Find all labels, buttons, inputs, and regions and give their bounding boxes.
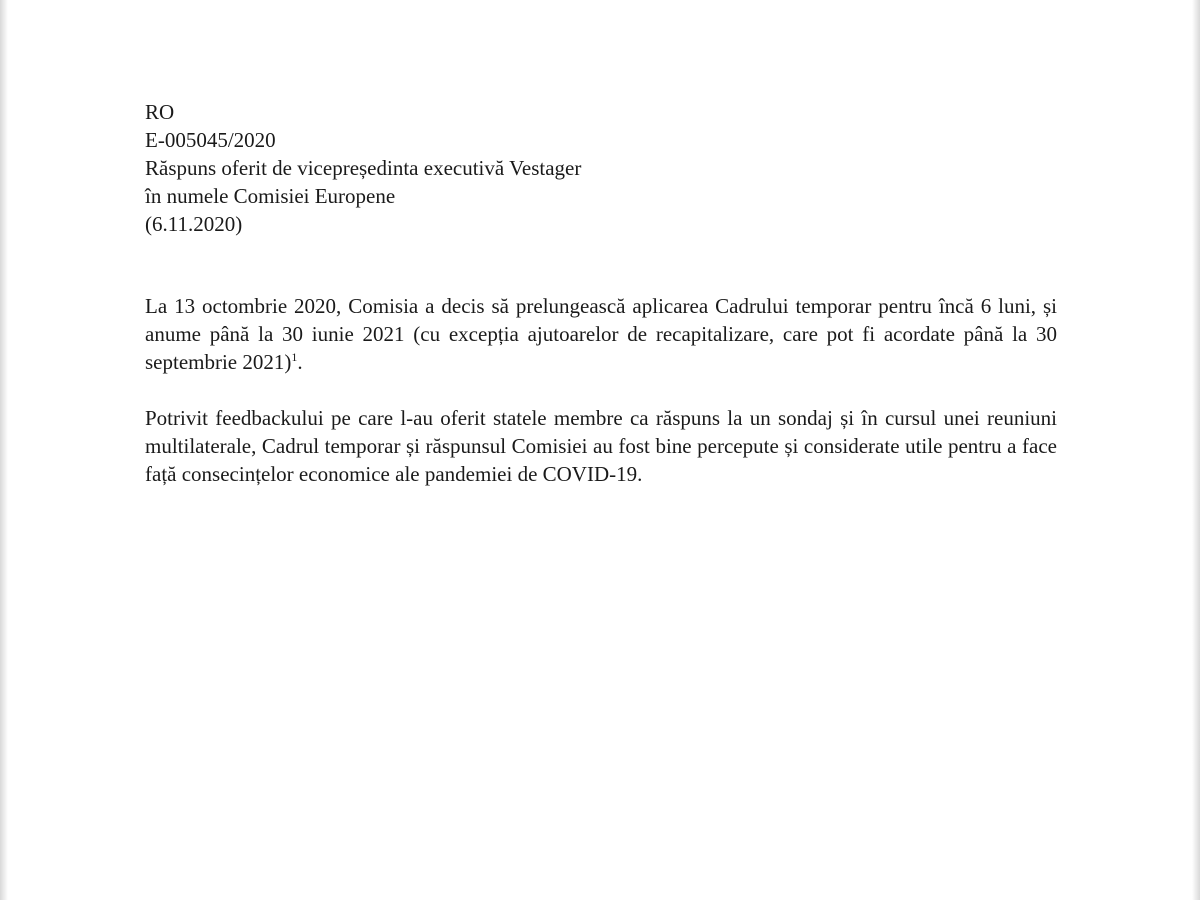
paragraph-extension-text: La 13 octombrie 2020, Comisia a decis să prelungească aplicarea Cadrului temporar pentru încă 6 luni, și anume până la 30 iunie 2021 (cu excepția ajutoarelor de recapitalizare, care pot fi acordate până la 30 septembrie 2021) [145,294,1057,374]
answer-title: Răspuns oferit de vicepreședinta executivă Vestager [145,156,582,180]
paragraph-extension-end: . [297,350,303,374]
reference-number: E-005045/2020 [145,128,276,152]
answer-subtitle: în numele Comisiei Europene [145,184,396,208]
paragraph-extension [145,292,1057,376]
answer-date: (6.11.2020) [145,212,243,236]
footnote-reference[interactable]: 1 [291,350,298,364]
document-content [145,98,1057,488]
language-code: RO [145,100,175,124]
page-edge-right [1192,0,1200,900]
page-edge-left [0,0,8,900]
paragraph-feedback: Potrivit feedbackului pe care l-au oferit statele membre ca răspuns la un sondaj și în cursul unei reuniuni multilaterale, Cadrul temporar și răspunsul Comisiei au fost bine percepute și considerate utile pentru a face față consecințelor economice ale pandemiei de COVID-19. [145,406,1057,486]
